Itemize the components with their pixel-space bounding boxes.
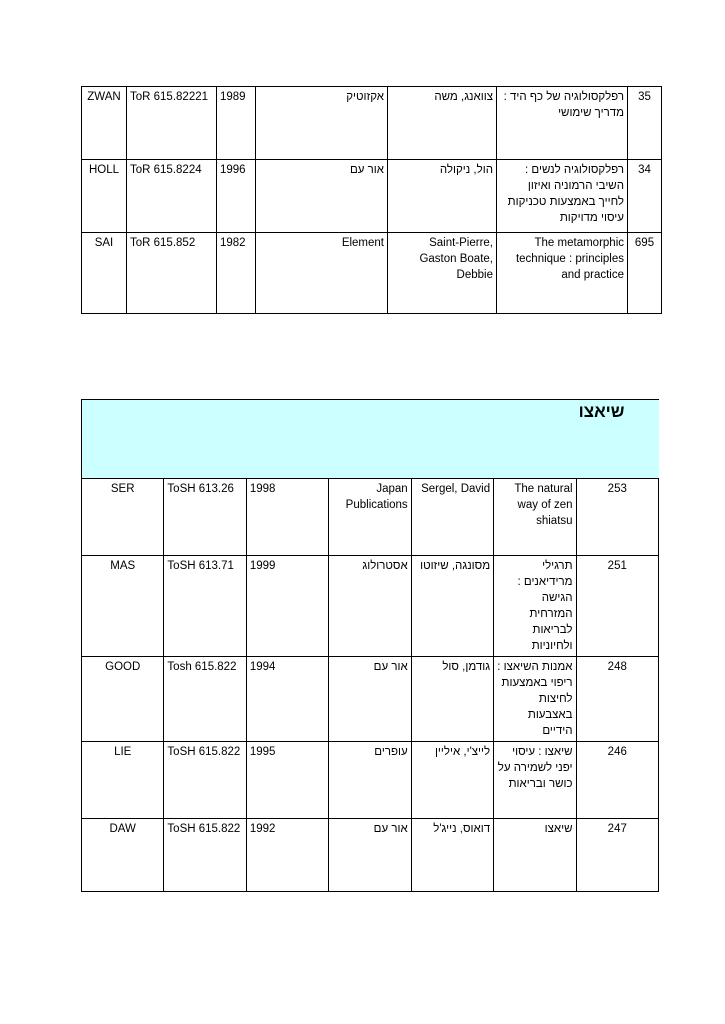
item-number: 246 (576, 742, 658, 819)
reflexology-table (81, 86, 662, 314)
publisher: אור עם (329, 819, 411, 892)
section-header-row (82, 400, 659, 479)
year: 1992 (246, 819, 328, 892)
item-number: 695 (628, 233, 662, 314)
year: 1982 (217, 233, 256, 314)
item-number: 247 (576, 819, 658, 892)
author-code: HOLL (82, 160, 127, 233)
author: לייצ'י, איליין (411, 742, 493, 819)
book-title: The metamorphic technique : principles and practice (497, 233, 628, 314)
author-code: DAW (82, 819, 164, 892)
call-number: ToR 615.82221 (127, 87, 217, 160)
book-title: תרגילי מרידיאנים : הגישה המזרחית לבריאות ולחיוניות (494, 556, 576, 657)
author: גודמן, סול (411, 657, 493, 742)
table-row (82, 657, 659, 742)
call-number: ToSH 615.822 (164, 742, 246, 819)
call-number: Tosh 615.822 (164, 657, 246, 742)
table-row (82, 233, 662, 314)
table-row (82, 819, 659, 892)
table-row (82, 556, 659, 657)
book-title: The natural way of zen shiatsu (494, 479, 576, 556)
author: Sergel, David (411, 479, 493, 556)
year: 1996 (217, 160, 256, 233)
call-number: ToR 615.852 (127, 233, 217, 314)
author: דואוס, נייג'ל (411, 819, 493, 892)
call-number: ToR 615.8224 (127, 160, 217, 233)
author: מסונגה, שיזוטו (411, 556, 493, 657)
item-number: 248 (576, 657, 658, 742)
book-title: שיאצו (494, 819, 576, 892)
section-title: שיאצו (82, 400, 659, 479)
table-row (82, 742, 659, 819)
table-row (82, 479, 659, 556)
year: 1998 (246, 479, 328, 556)
author: Saint-Pierre, Gaston Boate, Debbie (388, 233, 497, 314)
year: 1989 (217, 87, 256, 160)
shiatsu-table (81, 399, 659, 892)
author-code: GOOD (82, 657, 164, 742)
publisher: אקזוטיק (256, 87, 388, 160)
book-title: רפלקסולוגיה של כף היד : מדריך שימושי (497, 87, 628, 160)
item-number: 251 (576, 556, 658, 657)
author: צוואנג, משה (388, 87, 497, 160)
item-number: 34 (628, 160, 662, 233)
year: 1999 (246, 556, 328, 657)
book-title: שיאצו : עיסוי יפני לשמירה על כושר ובריאות (494, 742, 576, 819)
author-code: SER (82, 479, 164, 556)
item-number: 253 (576, 479, 658, 556)
publisher: אור עם (329, 657, 411, 742)
call-number: ToSH 615.822 (164, 819, 246, 892)
call-number: ToSH 613.26 (164, 479, 246, 556)
author-code: SAI (82, 233, 127, 314)
publisher: עופרים (329, 742, 411, 819)
year: 1995 (246, 742, 328, 819)
author: הול, ניקולה (388, 160, 497, 233)
table-row (82, 160, 662, 233)
author-code: ZWAN (82, 87, 127, 160)
item-number: 35 (628, 87, 662, 160)
book-title: אמנות השיאצו : ריפוי באמצעות לחיצות באצבעות הידיים (494, 657, 576, 742)
publisher: Element (256, 233, 388, 314)
author-code: LIE (82, 742, 164, 819)
book-title: רפלקסולוגיה לנשים : השיבי הרמוניה ואיזון לחייך באמצעות טכניקות עיסוי מדויקות (497, 160, 628, 233)
table-row (82, 87, 662, 160)
author-code: MAS (82, 556, 164, 657)
publisher: אסטרולוג (329, 556, 411, 657)
publisher: אור עם (256, 160, 388, 233)
year: 1994 (246, 657, 328, 742)
call-number: ToSH 613.71 (164, 556, 246, 657)
publisher: Japan Publications (329, 479, 411, 556)
